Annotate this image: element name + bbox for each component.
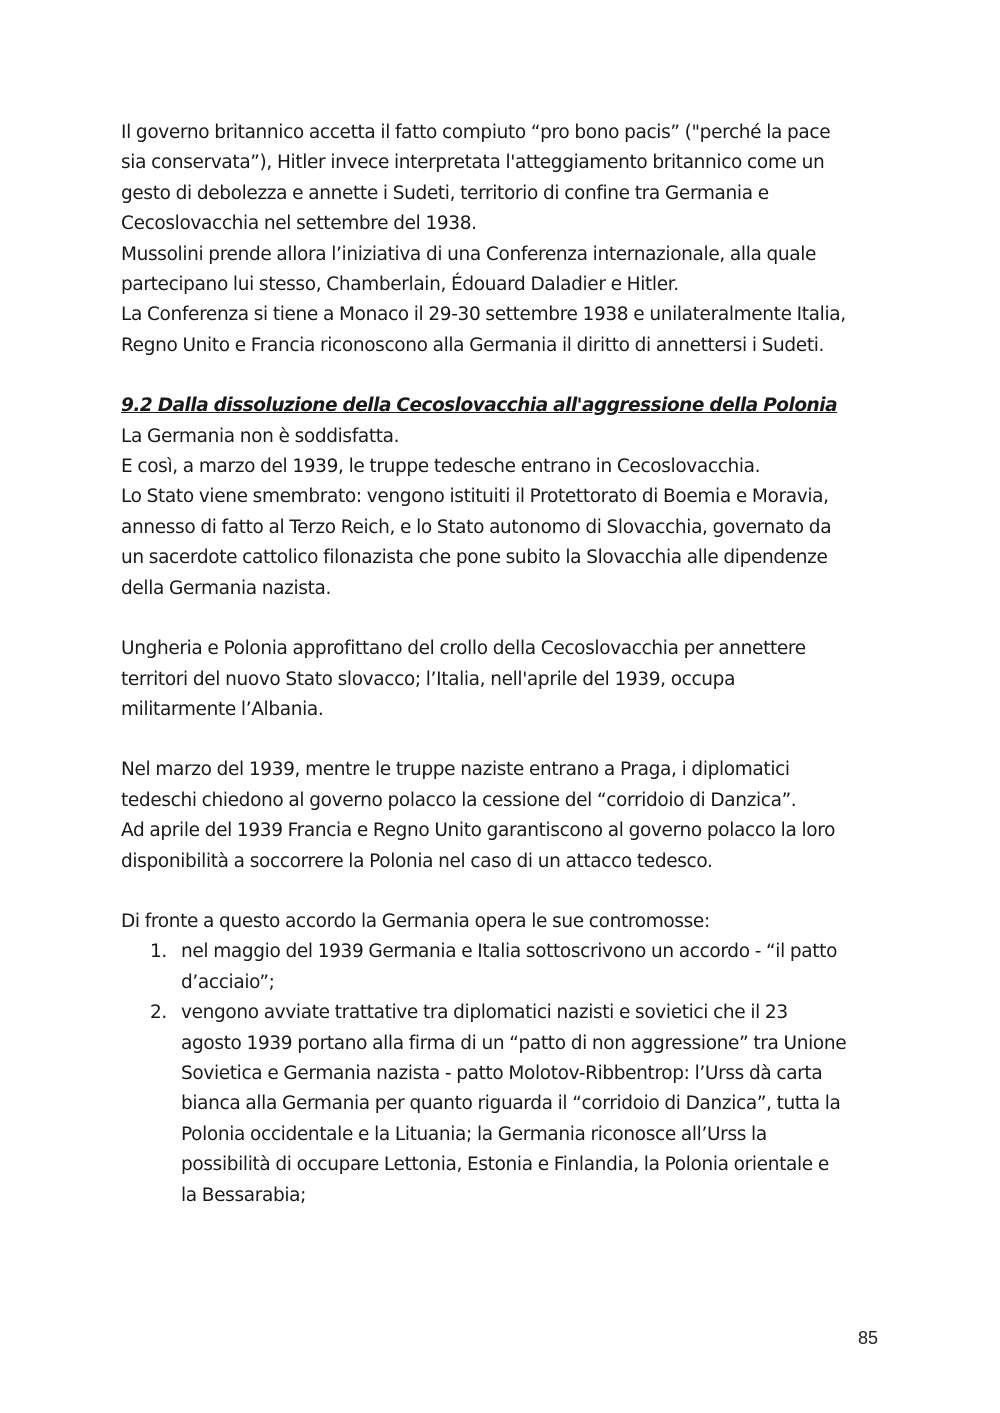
section-paragraph-1 — [121, 422, 881, 452]
text-line: Nel marzo del 1939, mentre le truppe naziste entrano a Praga, i diplomatici — [121, 759, 790, 781]
text-line: La Conferenza si tiene a Monaco il 29-30 settembre 1938 e unilateralmente Italia, — [121, 304, 846, 326]
list-item — [121, 937, 881, 998]
text-line: Mussolini prende allora l’iniziativa di una Conferenza internazionale, alla quale — [121, 243, 817, 265]
spacer — [121, 725, 881, 755]
list-item — [121, 998, 881, 1211]
text-line: Di fronte a questo accordo la Germania opera le sue contromosse: — [121, 910, 710, 932]
text-line: Sovietica e Germania nazista - patto Molotov-Ribbentrop: l’Urss dà carta — [181, 1062, 823, 1084]
text-line: Cecoslovacchia nel settembre del 1938. — [121, 213, 477, 235]
text-line: territori del nuovo Stato slovacco; l’Italia, nell'aprile del 1939, occupa — [121, 668, 736, 690]
text-line: Ad aprile del 1939 Francia e Regno Unito garantiscono al governo polacco la loro — [121, 820, 836, 842]
text-line: nel maggio del 1939 Germania e Italia sottoscrivono un accordo - “il patto — [181, 941, 838, 963]
text-line: sia conservata”), Hitler invece interpretata l'atteggiamento britannico come un — [121, 152, 825, 174]
text-line: Polonia occidentale e la Lituania; la Germania riconosce all’Urss la — [181, 1123, 767, 1145]
intro-paragraph-3 — [121, 300, 881, 361]
april-paragraph — [121, 816, 881, 877]
hungary-paragraph — [121, 634, 881, 725]
text-line: agosto 1939 portano alla firma di un “patto di non aggressione” tra Unione — [181, 1032, 847, 1054]
text-line: della Germania nazista. — [121, 577, 332, 599]
text-line: La Germania non è soddisfatta. — [121, 425, 400, 447]
march-paragraph — [121, 755, 881, 816]
text-line: Lo Stato viene smembrato: vengono istituiti il Protettorato di Boemia e Moravia, — [121, 486, 829, 508]
text-line: la Bessarabia; — [181, 1184, 307, 1206]
text-line: militarmente l’Albania. — [121, 698, 324, 720]
text-line: E così, a marzo del 1939, le truppe tedesche entrano in Cecoslovacchia. — [121, 456, 761, 478]
countermoves-list — [121, 937, 881, 1211]
text-line: gesto di debolezza e annette i Sudeti, territorio di confine tra Germania e — [121, 182, 769, 204]
text-line: possibilità di occupare Lettonia, Estonia e Finlandia, la Polonia orientale e — [181, 1154, 829, 1176]
text-line: annesso di fatto al Terzo Reich, e lo Stato autonomo di Slovacchia, governato da — [121, 516, 832, 538]
intro-paragraph-2 — [121, 240, 881, 301]
countermoves-paragraph — [121, 907, 881, 937]
spacer — [121, 877, 881, 907]
list-item-number: 2. — [150, 1002, 167, 1024]
text-line: tedeschi chiedono al governo polacco la cessione del “corridoio di Danzica”. — [121, 789, 797, 811]
text-line: Ungheria e Polonia approfittano del crollo della Cecoslovacchia per annettere — [121, 638, 806, 660]
text-line: Il governo britannico accetta il fatto compiuto “pro bono pacis” ("perché la pace — [121, 122, 831, 143]
text-line: vengono avviate trattative tra diplomatici nazisti e sovietici che il 23 — [181, 1002, 788, 1024]
spacer — [121, 361, 881, 391]
section-heading: 9.2 Dalla dissoluzione della Cecoslovacchia all'aggressione della Polonia — [121, 395, 838, 417]
text-line: disponibilità a soccorrere la Polonia nel caso di un attacco tedesco. — [121, 850, 713, 872]
spacer — [121, 604, 881, 634]
text-line: Regno Unito e Francia riconoscono alla Germania il diritto di annettersi i Sudeti. — [121, 334, 825, 356]
text-line: bianca alla Germania per quanto riguarda il “corridoio di Danzica”, tutta la — [181, 1093, 841, 1115]
section-paragraph-3 — [121, 482, 881, 604]
text-line: partecipano lui stesso, Chamberlain, Édouard Daladier e Hitler. — [121, 274, 679, 296]
page-number: 85 — [857, 1328, 878, 1348]
list-item-number: 1. — [150, 941, 167, 963]
section-paragraph-2 — [121, 452, 881, 482]
intro-paragraph-1 — [121, 118, 881, 240]
text-line: d’acciaio”; — [181, 971, 275, 993]
text-line: un sacerdote cattolico filonazista che pone subito la Slovacchia alle dipendenze — [121, 547, 828, 569]
page-body — [121, 118, 881, 1211]
